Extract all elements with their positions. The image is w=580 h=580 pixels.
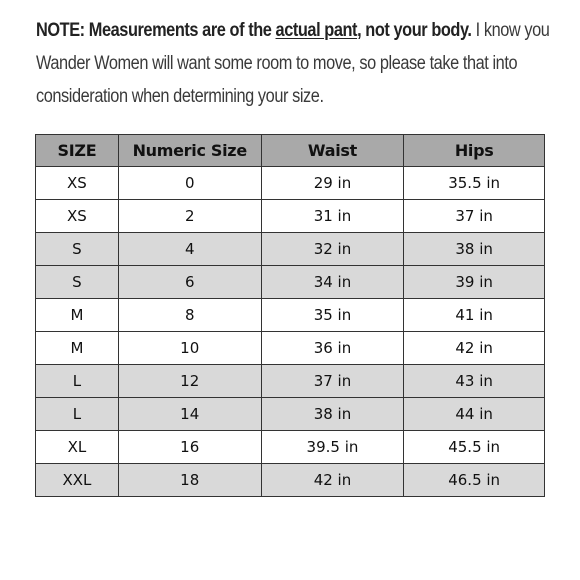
cell-hips: 41 in [404, 299, 545, 332]
cell-waist: 36 in [261, 332, 404, 365]
cell-hips: 46.5 in [404, 464, 545, 497]
cell-numeric: 12 [118, 365, 261, 398]
note-bold-text [36, 20, 472, 41]
cell-hips: 44 in [404, 398, 545, 431]
cell-hips: 45.5 in [404, 431, 545, 464]
note-bold-suffix: , not your body. [357, 20, 472, 41]
header-hips: Hips [404, 135, 545, 167]
table-row [36, 266, 545, 299]
cell-waist: 37 in [261, 365, 404, 398]
cell-hips: 43 in [404, 365, 545, 398]
cell-numeric: 4 [118, 233, 261, 266]
cell-size: S [36, 233, 119, 266]
table-header-row [36, 135, 545, 167]
cell-size: XL [36, 431, 119, 464]
table-row [36, 233, 545, 266]
header-size: SIZE [36, 135, 119, 167]
cell-numeric: 18 [118, 464, 261, 497]
cell-numeric: 16 [118, 431, 261, 464]
cell-hips: 38 in [404, 233, 545, 266]
cell-waist: 32 in [261, 233, 404, 266]
cell-waist: 31 in [261, 200, 404, 233]
cell-size: L [36, 398, 119, 431]
cell-waist: 35 in [261, 299, 404, 332]
cell-size: S [36, 266, 119, 299]
cell-size: XXL [36, 464, 119, 497]
cell-size: XS [36, 200, 119, 233]
cell-hips: 42 in [404, 332, 545, 365]
cell-numeric: 2 [118, 200, 261, 233]
table-row [36, 431, 545, 464]
cell-numeric: 6 [118, 266, 261, 299]
table-row [36, 299, 545, 332]
header-waist: Waist [261, 135, 404, 167]
note-bold-prefix: NOTE: Measurements are of the [36, 20, 276, 41]
note-underlined-text: actual pant [275, 20, 358, 41]
cell-size: L [36, 365, 119, 398]
table-row [36, 464, 545, 497]
size-chart-table [35, 134, 545, 497]
cell-waist: 42 in [261, 464, 404, 497]
cell-numeric: 14 [118, 398, 261, 431]
cell-numeric: 10 [118, 332, 261, 365]
cell-numeric: 0 [118, 167, 261, 200]
cell-waist: 29 in [261, 167, 404, 200]
cell-hips: 37 in [404, 200, 545, 233]
cell-hips: 35.5 in [404, 167, 545, 200]
cell-size: M [36, 299, 119, 332]
cell-waist: 38 in [261, 398, 404, 431]
table-row [36, 398, 545, 431]
cell-waist: 39.5 in [261, 431, 404, 464]
table-row [36, 200, 545, 233]
cell-size: M [36, 332, 119, 365]
header-numeric-size: Numeric Size [118, 135, 261, 167]
table-row [36, 365, 545, 398]
cell-size: XS [36, 167, 119, 200]
table-row [36, 167, 545, 200]
sizing-note [36, 14, 556, 113]
cell-hips: 39 in [404, 266, 545, 299]
cell-numeric: 8 [118, 299, 261, 332]
cell-waist: 34 in [261, 266, 404, 299]
table-row [36, 332, 545, 365]
note-body-text: I know you Wander Women will want some room to move, so please take that into consideration when determining your size. [36, 20, 550, 107]
